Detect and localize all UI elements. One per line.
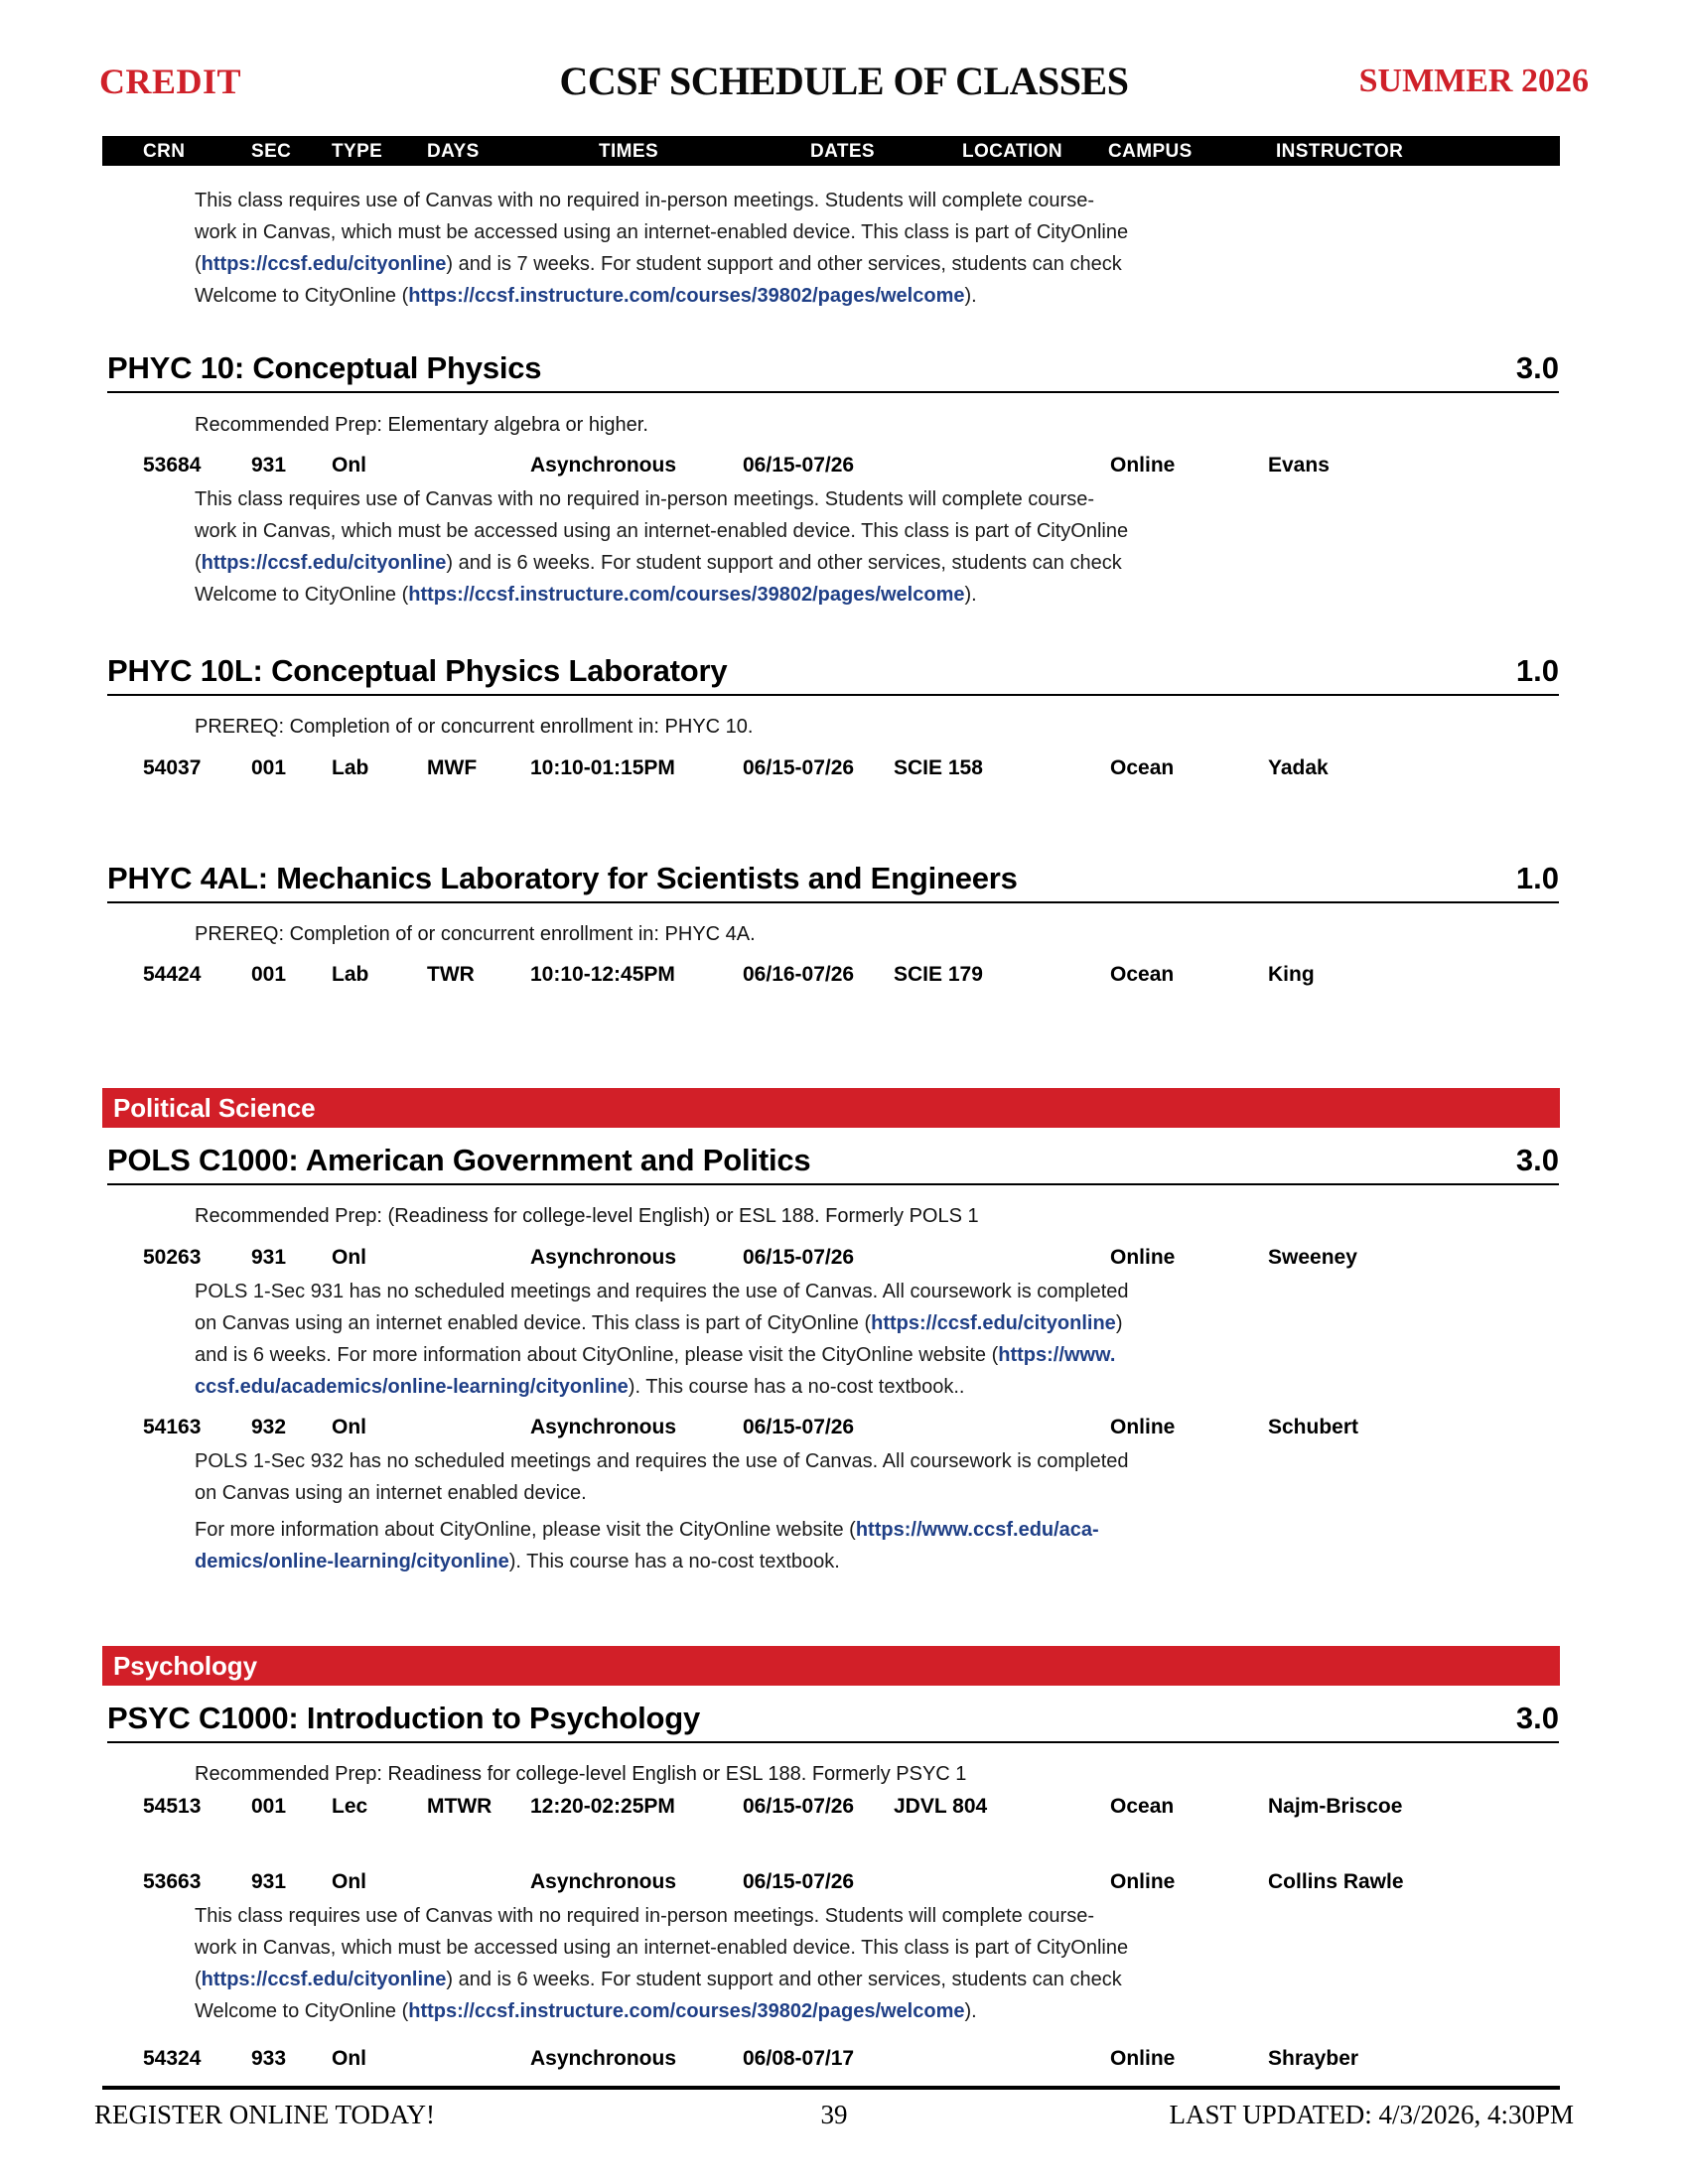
footer-divider <box>102 2086 1560 2090</box>
cell-days: MTWR <box>427 1795 492 1818</box>
cell-times: Asynchronous <box>530 1870 677 1893</box>
cell-times: Asynchronous <box>530 1246 677 1269</box>
cell-days: MWF <box>427 756 478 779</box>
department-label: Psychology <box>113 1651 257 1681</box>
cell-times: Asynchronous <box>530 1416 677 1438</box>
table-row[interactable] <box>0 1244 1688 1272</box>
course-units: 3.0 <box>1515 1701 1559 1735</box>
cell-crn: 53684 <box>143 454 202 477</box>
column-header-type: TYPE <box>332 141 383 162</box>
cell-crn: 54513 <box>143 1795 202 1818</box>
cell-type: Onl <box>332 454 366 477</box>
cell-type: Onl <box>332 1416 366 1438</box>
course-units: 1.0 <box>1515 861 1559 895</box>
table-column-header <box>102 136 1560 166</box>
column-header-days: DAYS <box>427 141 480 162</box>
table-row[interactable] <box>0 1793 1688 1821</box>
note-line: on Canvas using an internet enabled device. This class is part of CityOnline (https://ccsf.edu/cityonline) <box>195 1312 1123 1334</box>
table-row[interactable] <box>0 1414 1688 1441</box>
cell-sec: 001 <box>251 756 287 779</box>
course-prereq-note: PREREQ: Completion of or concurrent enrollment in: PHYC 10. <box>195 716 754 738</box>
cell-sec: 933 <box>251 2047 287 2070</box>
cityonline-link[interactable]: https://ccsf.edu/cityonline <box>871 1312 1116 1334</box>
note-line: For more information about CityOnline, please visit the CityOnline website (https://www.ccsf.edu/aca- <box>195 1519 1099 1541</box>
cell-dates: 06/15-07/26 <box>743 1416 855 1438</box>
cell-times: 12:20-02:25PM <box>530 1795 675 1818</box>
cell-location: JDVL 804 <box>894 1795 988 1818</box>
cell-sec: 001 <box>251 963 287 986</box>
cell-times: 10:10-01:15PM <box>530 756 675 779</box>
cell-times: 10:10-12:45PM <box>530 963 675 986</box>
cell-dates: 06/15-07/26 <box>743 1246 855 1269</box>
course-title: POLS C1000: American Government and Politics <box>107 1143 811 1177</box>
section-note-pols-932-b <box>195 1514 1317 1577</box>
cell-sec: 931 <box>251 1870 287 1893</box>
cityonline-link[interactable]: https://ccsf.edu/cityonline <box>201 1969 447 1990</box>
cell-type: Lab <box>332 756 369 779</box>
cell-sec: 931 <box>251 1246 287 1269</box>
cell-sec: 001 <box>251 1795 287 1818</box>
note-line: work in Canvas, which must be accessed using an internet-enabled device. This class is part of CityOnline <box>195 1937 1129 1959</box>
column-header-campus: CAMPUS <box>1108 141 1193 162</box>
course-prereq-note: PREREQ: Completion of or concurrent enrollment in: PHYC 4A. <box>195 923 756 945</box>
table-row[interactable] <box>0 961 1688 989</box>
course-title: PHYC 10: Conceptual Physics <box>107 350 542 385</box>
note-line: Welcome to CityOnline (https://ccsf.instructure.com/courses/39802/pages/welcome). <box>195 584 977 606</box>
cell-sec: 931 <box>251 454 287 477</box>
cell-crn: 54037 <box>143 756 202 779</box>
section-note-pols-931 <box>195 1276 1317 1403</box>
continued-class-note <box>195 185 1287 312</box>
cell-instructor: Yadak <box>1268 756 1329 779</box>
table-row[interactable] <box>0 754 1688 782</box>
department-banner-psychology <box>102 1646 1560 1686</box>
section-note-psyc-931 <box>195 1900 1287 2027</box>
cell-times: Asynchronous <box>530 454 677 477</box>
note-line: work in Canvas, which must be accessed using an internet-enabled device. This class is part of CityOnline <box>195 221 1129 243</box>
cell-campus: Ocean <box>1110 963 1175 986</box>
section-note-phyc10-931 <box>195 483 1287 611</box>
note-line: POLS 1-Sec 931 has no scheduled meetings and requires the use of Canvas. All coursework is completed <box>195 1281 1129 1302</box>
masthead-credit-label: CREDIT <box>99 62 242 101</box>
course-units: 3.0 <box>1515 1143 1559 1177</box>
note-line: This class requires use of Canvas with no required in-person meetings. Students will complete course- <box>195 1905 1094 1927</box>
course-heading-phyc4al <box>107 860 1559 903</box>
cell-crn: 54324 <box>143 2047 202 2070</box>
column-header-instructor: INSTRUCTOR <box>1276 141 1404 162</box>
cell-campus: Online <box>1110 1870 1176 1893</box>
cityonline-link[interactable]: https://ccsf.edu/cityonline <box>201 552 447 574</box>
course-title: PSYC C1000: Introduction to Psychology <box>107 1701 700 1735</box>
cell-type: Onl <box>332 2047 366 2070</box>
cell-type: Onl <box>332 1246 366 1269</box>
note-line: This class requires use of Canvas with no required in-person meetings. Students will complete course- <box>195 190 1094 211</box>
table-row[interactable] <box>0 2045 1688 2073</box>
footer-last-updated: LAST UPDATED: 4/3/2026, 4:30PM <box>1169 2100 1574 2129</box>
cell-dates: 06/16-07/26 <box>743 963 855 986</box>
note-line: Welcome to CityOnline (https://ccsf.instructure.com/courses/39802/pages/welcome). <box>195 2000 977 2022</box>
cityonline-website-link[interactable]: https://www. <box>998 1344 1116 1366</box>
page-title: CCSF SCHEDULE OF CLASSES <box>559 59 1129 103</box>
note-line: ccsf.edu/academics/online-learning/cityonline). This course has a no-cost textbook.. <box>195 1376 965 1398</box>
note-line: and is 6 weeks. For more information about CityOnline, please visit the CityOnline website (https://www. <box>195 1344 1116 1366</box>
course-heading-phyc10 <box>107 349 1559 393</box>
note-line: work in Canvas, which must be accessed using an internet-enabled device. This class is part of CityOnline <box>195 520 1129 542</box>
cell-location: SCIE 179 <box>894 963 983 986</box>
table-row[interactable] <box>0 1868 1688 1896</box>
note-line: This class requires use of Canvas with no required in-person meetings. Students will complete course- <box>195 488 1094 510</box>
cell-campus: Ocean <box>1110 756 1175 779</box>
masthead <box>99 60 1589 111</box>
course-title: PHYC 10L: Conceptual Physics Laboratory <box>107 653 728 688</box>
cell-location: SCIE 158 <box>894 756 983 779</box>
cityonline-link[interactable]: https://ccsf.edu/cityonline <box>201 253 447 275</box>
course-units: 3.0 <box>1515 350 1559 385</box>
cell-dates: 06/15-07/26 <box>743 1795 855 1818</box>
course-prep-note: Recommended Prep: Elementary algebra or higher. <box>195 414 648 436</box>
note-line: on Canvas using an internet enabled device. <box>195 1482 587 1504</box>
column-header-sec: SEC <box>251 141 292 162</box>
cell-type: Lab <box>332 963 369 986</box>
canvas-welcome-link[interactable]: https://ccsf.instructure.com/courses/39802/pages/welcome <box>408 285 965 307</box>
cell-times: Asynchronous <box>530 2047 677 2070</box>
cell-instructor: Shrayber <box>1268 2047 1359 2070</box>
masthead-term-label: SUMMER 2026 <box>1358 63 1589 99</box>
cell-crn: 54163 <box>143 1416 202 1438</box>
note-line: (https://ccsf.edu/cityonline) and is 6 weeks. For student support and other services, students can check <box>195 1969 1122 1990</box>
cell-instructor: Sweeney <box>1268 1246 1357 1269</box>
cell-crn: 54424 <box>143 963 202 986</box>
cell-instructor: Najm-Briscoe <box>1268 1795 1403 1818</box>
table-row[interactable] <box>0 452 1688 479</box>
department-banner-political-science <box>102 1088 1560 1128</box>
note-line: (https://ccsf.edu/cityonline) and is 7 weeks. For student support and other services, students can check <box>195 253 1122 275</box>
course-prep-note: Recommended Prep: (Readiness for college-level English) or ESL 188. Formerly POLS 1 <box>195 1205 979 1227</box>
note-line: Welcome to CityOnline (https://ccsf.instructure.com/courses/39802/pages/welcome). <box>195 285 977 307</box>
page-footer <box>94 2097 1574 2136</box>
cell-instructor: Schubert <box>1268 1416 1359 1438</box>
course-title: PHYC 4AL: Mechanics Laboratory for Scientists and Engineers <box>107 861 1018 895</box>
cell-sec: 932 <box>251 1416 287 1438</box>
cell-campus: Online <box>1110 1246 1176 1269</box>
course-heading-phyc10l <box>107 652 1559 696</box>
footer-register-label: REGISTER ONLINE TODAY! <box>94 2100 435 2129</box>
cell-campus: Online <box>1110 2047 1176 2070</box>
course-heading-pols-c1000 <box>107 1142 1559 1185</box>
department-label: Political Science <box>113 1093 316 1123</box>
cell-type: Onl <box>332 1870 366 1893</box>
cell-instructor: King <box>1268 963 1315 986</box>
note-line: (https://ccsf.edu/cityonline) and is 6 weeks. For student support and other services, students can check <box>195 552 1122 574</box>
cell-days: TWR <box>427 963 475 986</box>
course-prep-note: Recommended Prep: Readiness for college-level English or ESL 188. Formerly PSYC 1 <box>195 1763 967 1785</box>
cell-type: Lec <box>332 1795 368 1818</box>
cell-instructor: Evans <box>1268 454 1330 477</box>
section-note-pols-932-a <box>195 1445 1317 1509</box>
cityonline-website-link[interactable]: ccsf.edu/academics/online-learning/cityonline <box>195 1376 629 1398</box>
cell-dates: 06/15-07/26 <box>743 756 855 779</box>
cell-crn: 50263 <box>143 1246 202 1269</box>
cell-campus: Online <box>1110 1416 1176 1438</box>
cell-crn: 53663 <box>143 1870 202 1893</box>
cell-dates: 06/15-07/26 <box>743 454 855 477</box>
cityonline-website-link[interactable]: https://www.ccsf.edu/aca- <box>855 1519 1099 1541</box>
cell-instructor: Collins Rawle <box>1268 1870 1404 1893</box>
course-units: 1.0 <box>1515 653 1559 688</box>
footer-page-number: 39 <box>820 2100 848 2129</box>
note-line: POLS 1-Sec 932 has no scheduled meetings and requires the use of Canvas. All coursework is completed <box>195 1450 1129 1472</box>
column-header-dates: DATES <box>810 141 875 162</box>
cell-dates: 06/08-07/17 <box>743 2047 855 2070</box>
cell-campus: Ocean <box>1110 1795 1175 1818</box>
course-heading-psyc-c1000 <box>107 1700 1559 1743</box>
note-line: demics/online-learning/cityonline). This course has a no-cost textbook. <box>195 1551 840 1572</box>
cityonline-website-link[interactable]: demics/online-learning/cityonline <box>195 1551 509 1572</box>
canvas-welcome-link[interactable]: https://ccsf.instructure.com/courses/39802/pages/welcome <box>408 2000 965 2022</box>
column-header-crn: CRN <box>143 141 186 162</box>
column-header-times: TIMES <box>599 141 659 162</box>
canvas-welcome-link[interactable]: https://ccsf.instructure.com/courses/39802/pages/welcome <box>408 584 965 606</box>
cell-campus: Online <box>1110 454 1176 477</box>
column-header-location: LOCATION <box>962 141 1063 162</box>
cell-dates: 06/15-07/26 <box>743 1870 855 1893</box>
